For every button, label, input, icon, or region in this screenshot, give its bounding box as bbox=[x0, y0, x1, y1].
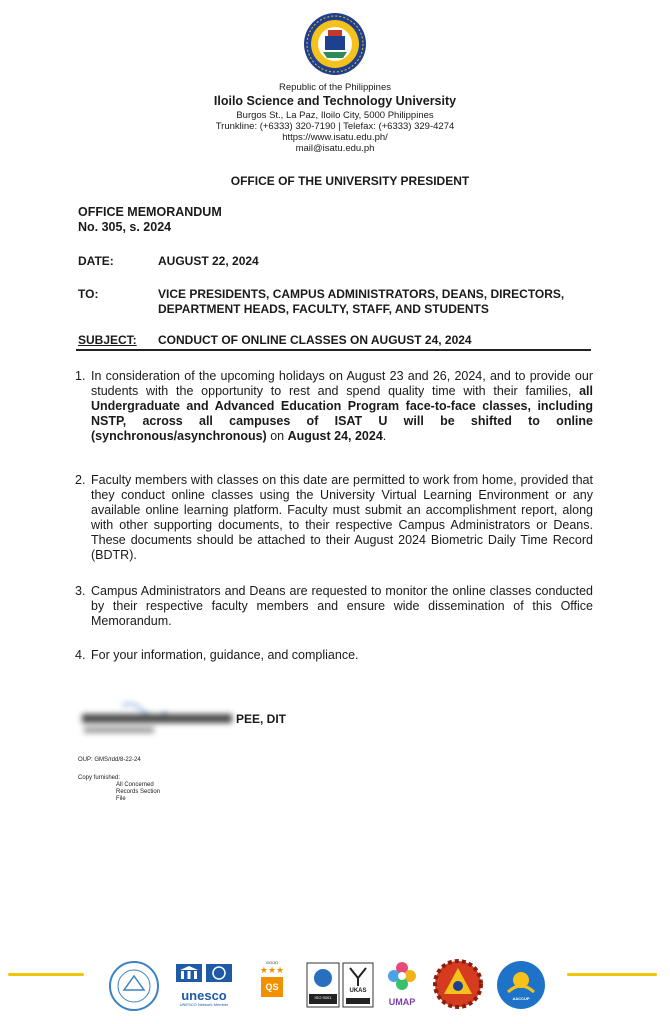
memo-item-1 bbox=[75, 369, 593, 444]
item-text: Campus Administrators and Deans are requested to monitor the online classes conducted by their respective faculty members and ensure wide dissemination of this Office Memorandum. bbox=[91, 584, 593, 628]
ukas-logo bbox=[342, 962, 374, 1008]
reference-code: OUP: GMS/rdd/8-22-24 bbox=[78, 757, 141, 763]
item-number: 2. bbox=[75, 473, 86, 487]
footer-left-line bbox=[8, 973, 84, 976]
memo-title: OFFICE MEMORANDUM bbox=[78, 205, 222, 219]
item-number: 4. bbox=[75, 648, 86, 662]
item-1-text-b: on bbox=[266, 429, 288, 443]
item-text: Faculty members with classes on this date are permitted to work from home, provided that they conduct online classes using the University Virtual Learning Environment or any available online learning platform. Faculty must submit an accomplishment report, along with other supporting documents, to their respective Campus Administrators or Deans. These documents should be attached to their August 2024 Biometric Daily Time Record (BDTR). bbox=[91, 473, 593, 562]
qs-stars-icon: ★★★ bbox=[259, 965, 285, 975]
date-label: DATE: bbox=[78, 254, 114, 268]
umap-label: UMAP bbox=[388, 997, 416, 1007]
item-number: 3. bbox=[75, 584, 86, 598]
copy-furnished-list bbox=[116, 782, 160, 803]
item-1-text-c: . bbox=[382, 429, 387, 443]
to-value: VICE PRESIDENTS, CAMPUS ADMINISTRATORS, DEANS, DIRECTORS, DEPARTMENT HEADS, FACULTY, STAFF, AND STUDENTS bbox=[158, 287, 565, 316]
memo-item-2 bbox=[75, 473, 593, 563]
copy-furnished-label: Copy furnished: bbox=[78, 775, 121, 781]
header-email: mail@isatu.edu.ph bbox=[295, 143, 375, 154]
date-value: AUGUST 22, 2024 bbox=[158, 254, 259, 268]
unesco-temple-icon bbox=[172, 962, 236, 984]
header-phone: Trunkline: (+6333) 320-7190 | Telefax: (+6333) 329-4274 bbox=[215, 121, 455, 132]
qs-rating-top: GOOD bbox=[265, 960, 279, 965]
memo-number: No. 305, s. 2024 bbox=[78, 220, 172, 234]
office-title: OFFICE OF THE UNIVERSITY PRESIDENT bbox=[230, 174, 470, 188]
ukas-label: UKAS bbox=[349, 988, 367, 994]
item-text bbox=[91, 369, 593, 444]
item-text: For your information, guidance, and compliance. bbox=[91, 648, 359, 662]
copy-recipient: File bbox=[116, 796, 126, 802]
unesco-subtitle: UNESCO Network Member bbox=[179, 1002, 229, 1007]
memo-item-3 bbox=[75, 584, 593, 629]
aaccup-logo bbox=[496, 960, 546, 1010]
umap-logo bbox=[382, 960, 422, 1010]
item-1-bold-text: all Undergraduate and Advanced Education Program face-to-face classes, including NSTP, across all campuses of ISAT U will be shifted to online (synchronous/asynchronous) bbox=[91, 384, 593, 443]
subject-underline bbox=[76, 349, 591, 351]
header-address: Burgos St., La Paz, Iloilo City, 5000 Philippines bbox=[236, 110, 434, 121]
umap-flower-icon bbox=[385, 960, 419, 992]
copy-recipient: Records Section bbox=[116, 789, 161, 795]
signatory-suffix: PEE, DIT bbox=[236, 712, 287, 726]
iso-label: ISO 9001 bbox=[314, 995, 332, 1000]
memo-item-4 bbox=[75, 648, 593, 663]
unesco-logo bbox=[172, 962, 236, 1008]
item-1-text-a: In consideration of the upcoming holidays on August 23 and 26, 2024, and to provide our students with the opportunity to rest and spend quality time with their families, bbox=[91, 369, 593, 398]
footer-right-line bbox=[567, 973, 657, 976]
unesco-label: unesco bbox=[181, 988, 227, 1003]
header-university-name: Iloilo Science and Technology University bbox=[213, 94, 457, 108]
item-1-bold-date: August 24, 2024 bbox=[287, 429, 383, 443]
header-website: https://www.isatu.edu.ph/ bbox=[282, 132, 388, 143]
qs-label: QS bbox=[261, 977, 283, 997]
subject-value: CONDUCT OF ONLINE CLASSES ON AUGUST 24, 2024 bbox=[158, 333, 472, 347]
iso-9001-logo bbox=[306, 962, 340, 1008]
subject-label: SUBJECT: bbox=[78, 333, 137, 347]
seal-footer-logo bbox=[108, 960, 160, 1012]
aaccup-emblem-icon bbox=[496, 960, 546, 1010]
to-label: TO: bbox=[78, 287, 99, 301]
qs-rating-logo bbox=[256, 960, 288, 1010]
blurred-signature bbox=[72, 702, 232, 738]
university-seal-logo bbox=[303, 12, 367, 76]
gear-emblem-logo bbox=[432, 958, 484, 1010]
aaccup-label: AACCUP bbox=[512, 996, 530, 1001]
copy-recipient: All Concerned bbox=[116, 782, 154, 788]
header-country: Republic of the Philippines bbox=[279, 82, 391, 93]
item-number: 1. bbox=[75, 369, 86, 383]
